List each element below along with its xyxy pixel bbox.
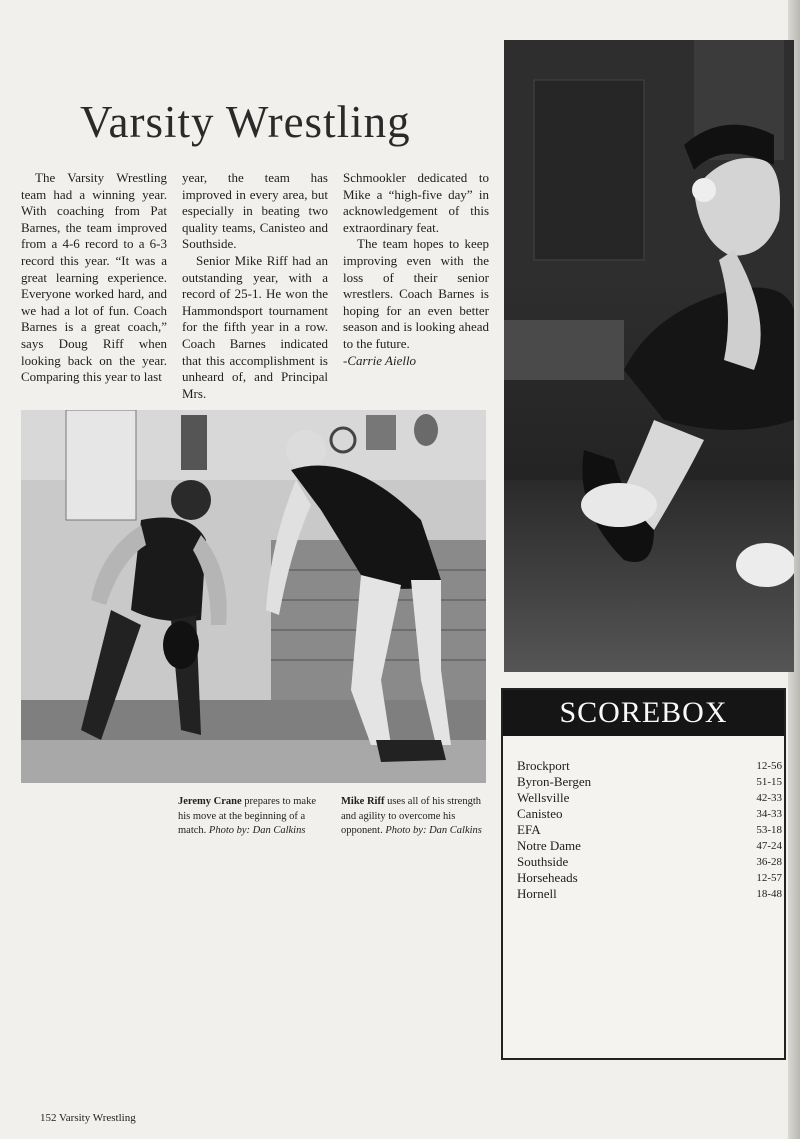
score-list [517, 758, 784, 902]
caption-name: Jeremy Crane [178, 796, 242, 807]
caption-text: prepares to make his move at the beginning of a match. [178, 796, 316, 836]
score-row [517, 822, 784, 838]
scorebox-heading: SCOREBOX [503, 690, 784, 736]
score-row [517, 806, 784, 822]
score-row [517, 774, 784, 790]
score-row [517, 790, 784, 806]
score-row [517, 838, 784, 854]
article-paragraph: The team hopes to keep improving even with the loss of their senior wrestlers. Coach Barnes is hoping for an even better season and is looking ahead to the future. [343, 236, 489, 351]
score-team: Brockport [517, 758, 570, 773]
score-value: 34-33 [756, 808, 782, 820]
score-value: 51-15 [756, 776, 782, 788]
caption-credit: Photo by: Dan Calkins [208, 825, 306, 836]
score-row [517, 870, 784, 886]
page-footer: 152 Varsity Wrestling [40, 1112, 136, 1124]
score-value: 12-57 [756, 872, 782, 884]
score-value: 42-33 [756, 792, 782, 804]
score-team: Wellsville [517, 790, 570, 805]
caption-name: Mike Riff [341, 796, 385, 807]
score-team: EFA [517, 822, 541, 837]
article-column-3 [343, 170, 489, 369]
score-team: Southside [517, 854, 569, 869]
caption-text: uses all of his strength and agility to overcome his opponent. [341, 796, 481, 836]
score-row [517, 886, 784, 902]
photo-caption [178, 795, 328, 839]
score-row [517, 758, 784, 774]
score-team: Byron-Bergen [517, 774, 592, 789]
article-column-2 [182, 170, 328, 402]
score-value: 18-48 [756, 888, 782, 900]
score-team: Hornell [517, 886, 557, 901]
article-paragraph: The Varsity Wrestling team had a winning year. With coaching from Pat Barnes, the team improved from a 4-6 record to a 6-3 record this year. “It was a great learning experience. Everyone worked hard, and we had a lot of fun. Coach Barnes is a great coach,” says Doug Riff when looking back on the year. Comparing this year to last [21, 170, 167, 385]
article-column-1 [21, 170, 167, 386]
score-team: Horseheads [517, 870, 578, 885]
caption-credit: Photo by: Dan Calkins [385, 825, 482, 836]
photo-caption [341, 795, 491, 839]
score-value: 36-28 [756, 856, 782, 868]
article-paragraph: Senior Mike Riff had an outstanding year, with a record of 25-1. He won the Hammondsport tournament for the fifth year in a row. Coach Barnes indicated that this accomplishment is unheard of, and Principal Mrs. [182, 252, 328, 401]
score-row [517, 854, 784, 870]
score-value: 12-56 [756, 760, 782, 772]
scorebox [501, 688, 786, 1060]
page-title: Varsity Wrestling [80, 97, 411, 147]
article-paragraph: year, the team has improved in every area, but especially in beating two quality teams, Canisteo and Southside. [182, 170, 328, 252]
wrestlers-match-photo [21, 410, 486, 783]
wrestler-closeup-photo [504, 40, 794, 672]
article-paragraph: Schmookler dedicated to Mike a “high-five day” in acknowledgement of this extraordinary feat. [343, 170, 489, 235]
article-byline: -Carrie Aiello [343, 352, 417, 368]
score-value: 53-18 [756, 824, 782, 836]
score-value: 47-24 [756, 840, 782, 852]
score-team: Notre Dame [517, 838, 581, 853]
score-team: Canisteo [517, 806, 563, 821]
